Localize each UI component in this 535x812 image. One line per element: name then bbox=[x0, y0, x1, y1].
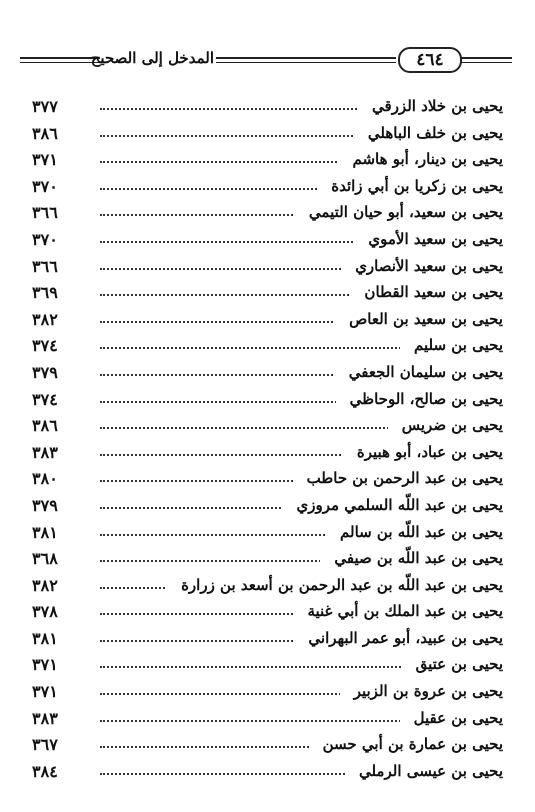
entry-page-number: ٣٨٣ bbox=[32, 708, 58, 728]
header-rule-middle bbox=[216, 57, 396, 59]
running-title: المدخل إلى الصحيح bbox=[90, 49, 214, 67]
index-entry bbox=[0, 679, 535, 706]
entry-page-number: ٣٧٩ bbox=[32, 362, 58, 382]
index-entry bbox=[0, 307, 535, 334]
entry-name: يحيى بن عبد الرحمن بن حاطب bbox=[293, 469, 503, 487]
index-entry bbox=[0, 227, 535, 254]
entry-name: يحيى بن عبد اللّه بن سالم bbox=[326, 523, 503, 541]
entry-page-number: ٣٧١ bbox=[32, 655, 58, 675]
page-number: ٤٦٤ bbox=[398, 47, 462, 73]
entry-page-number: ٣٨٢ bbox=[32, 575, 58, 595]
index-entry bbox=[0, 333, 535, 360]
entry-name: يحيى بن عبد اللّه بن صيفي bbox=[320, 549, 503, 567]
entry-page-number: ٣٨٢ bbox=[32, 309, 58, 329]
index-entry bbox=[0, 413, 535, 440]
entry-page-number: ٣٧٠ bbox=[32, 229, 58, 249]
page-header bbox=[20, 44, 512, 74]
entry-name: يحيى بن عباد، أبو هبيرة bbox=[343, 443, 503, 461]
entry-page-number: ٣٦٩ bbox=[32, 283, 58, 303]
entry-page-number: ٣٨٦ bbox=[32, 416, 58, 436]
entry-name: يحيى بن زكريا بن أبي زائدة bbox=[317, 177, 503, 195]
index-entry bbox=[0, 599, 535, 626]
entry-page-number: ٣٧٠ bbox=[32, 176, 58, 196]
entry-page-number: ٣٨١ bbox=[32, 522, 58, 542]
entry-page-number: ٣٨٤ bbox=[32, 761, 58, 781]
index-entry bbox=[0, 440, 535, 467]
index-entry bbox=[0, 200, 535, 227]
entry-name: يحيى بن دينار، أبو هاشم bbox=[338, 150, 503, 168]
entry-name: يحيى بن عبيد، أبو عمر البهراني bbox=[294, 629, 503, 647]
entry-page-number: ٣٧٩ bbox=[32, 495, 58, 515]
entry-page-number: ٣٦٨ bbox=[32, 549, 58, 569]
index-entry bbox=[0, 387, 535, 414]
entry-page-number: ٣٨١ bbox=[32, 628, 58, 648]
index-entry bbox=[0, 174, 535, 201]
index-entry bbox=[0, 706, 535, 733]
entry-name: يحيى بن عبد اللّه السلمي مروزي bbox=[283, 496, 503, 514]
entry-name: يحيى بن ضريس bbox=[388, 416, 503, 434]
entry-page-number: ٣٧٧ bbox=[32, 97, 58, 116]
index-entry bbox=[0, 360, 535, 387]
entry-page-number: ٣٦٦ bbox=[32, 203, 58, 223]
entry-name: يحيى بن عتيق bbox=[402, 655, 503, 673]
entry-page-number: ٣٧٤ bbox=[32, 336, 58, 356]
entry-name: يحيى بن سعيد بن العاص bbox=[335, 310, 503, 328]
index-entry bbox=[0, 520, 535, 547]
index-entry bbox=[0, 573, 535, 600]
entry-page-number: ٣٨٣ bbox=[32, 442, 58, 462]
index-entry bbox=[0, 466, 535, 493]
entry-page-number: ٣٦٧ bbox=[32, 735, 58, 755]
index-entry bbox=[0, 147, 535, 174]
index-entry bbox=[0, 254, 535, 281]
index-entry bbox=[0, 626, 535, 653]
index-entry bbox=[0, 732, 535, 759]
header-rule-left bbox=[20, 57, 100, 59]
entry-name: يحيى بن عيسى الرملي bbox=[345, 762, 503, 780]
entry-name: يحيى بن عروة بن الزبير bbox=[340, 682, 503, 700]
index-entry bbox=[0, 121, 535, 148]
index-entry bbox=[0, 759, 535, 786]
entry-page-number: ٣٨٦ bbox=[32, 123, 58, 143]
index-list bbox=[0, 94, 535, 785]
entry-name: يحيى بن سعيد الأموي bbox=[354, 230, 503, 248]
entry-name: يحيى بن صالح، الوحاظي bbox=[336, 390, 503, 408]
entry-name: يحيى بن عقيل bbox=[400, 709, 503, 727]
index-entry bbox=[0, 493, 535, 520]
entry-name: يحيى بن سليم bbox=[400, 336, 503, 354]
entry-page-number: ٣٦٦ bbox=[32, 256, 58, 276]
entry-name: يحيى بن سعيد، أبو حيان التيمي bbox=[295, 203, 503, 221]
entry-page-number: ٣٧٤ bbox=[32, 389, 58, 409]
index-entry bbox=[0, 280, 535, 307]
entry-page-number: ٣٨٠ bbox=[32, 469, 58, 489]
entry-name: يحيى بن سعيد القطان bbox=[350, 283, 503, 301]
header-rule-right bbox=[460, 57, 512, 59]
index-entry bbox=[0, 94, 535, 121]
entry-name: يحيى بن خلاد الزرقي bbox=[358, 97, 503, 115]
entry-name: يحيى بن سعيد الأنصاري bbox=[341, 257, 503, 275]
entry-name: يحيى بن خلف الباهلي bbox=[354, 124, 503, 142]
entry-page-number: ٣٧٨ bbox=[32, 602, 58, 622]
index-entry bbox=[0, 652, 535, 679]
entry-name: يحيى بن عبد الملك بن أبي غنية bbox=[293, 602, 503, 620]
entry-name: يحيى بن سليمان الجعفي bbox=[335, 363, 503, 381]
entry-page-number: ٣٧١ bbox=[32, 682, 58, 702]
entry-page-number: ٣٧١ bbox=[32, 150, 58, 170]
entry-name: يحيى بن عبد اللّه بن عبد الرحمن بن أسعد بن زرارة bbox=[167, 576, 503, 594]
entry-name: يحيى بن عمارة بن أبي حسن bbox=[309, 735, 503, 753]
index-entry bbox=[0, 546, 535, 573]
